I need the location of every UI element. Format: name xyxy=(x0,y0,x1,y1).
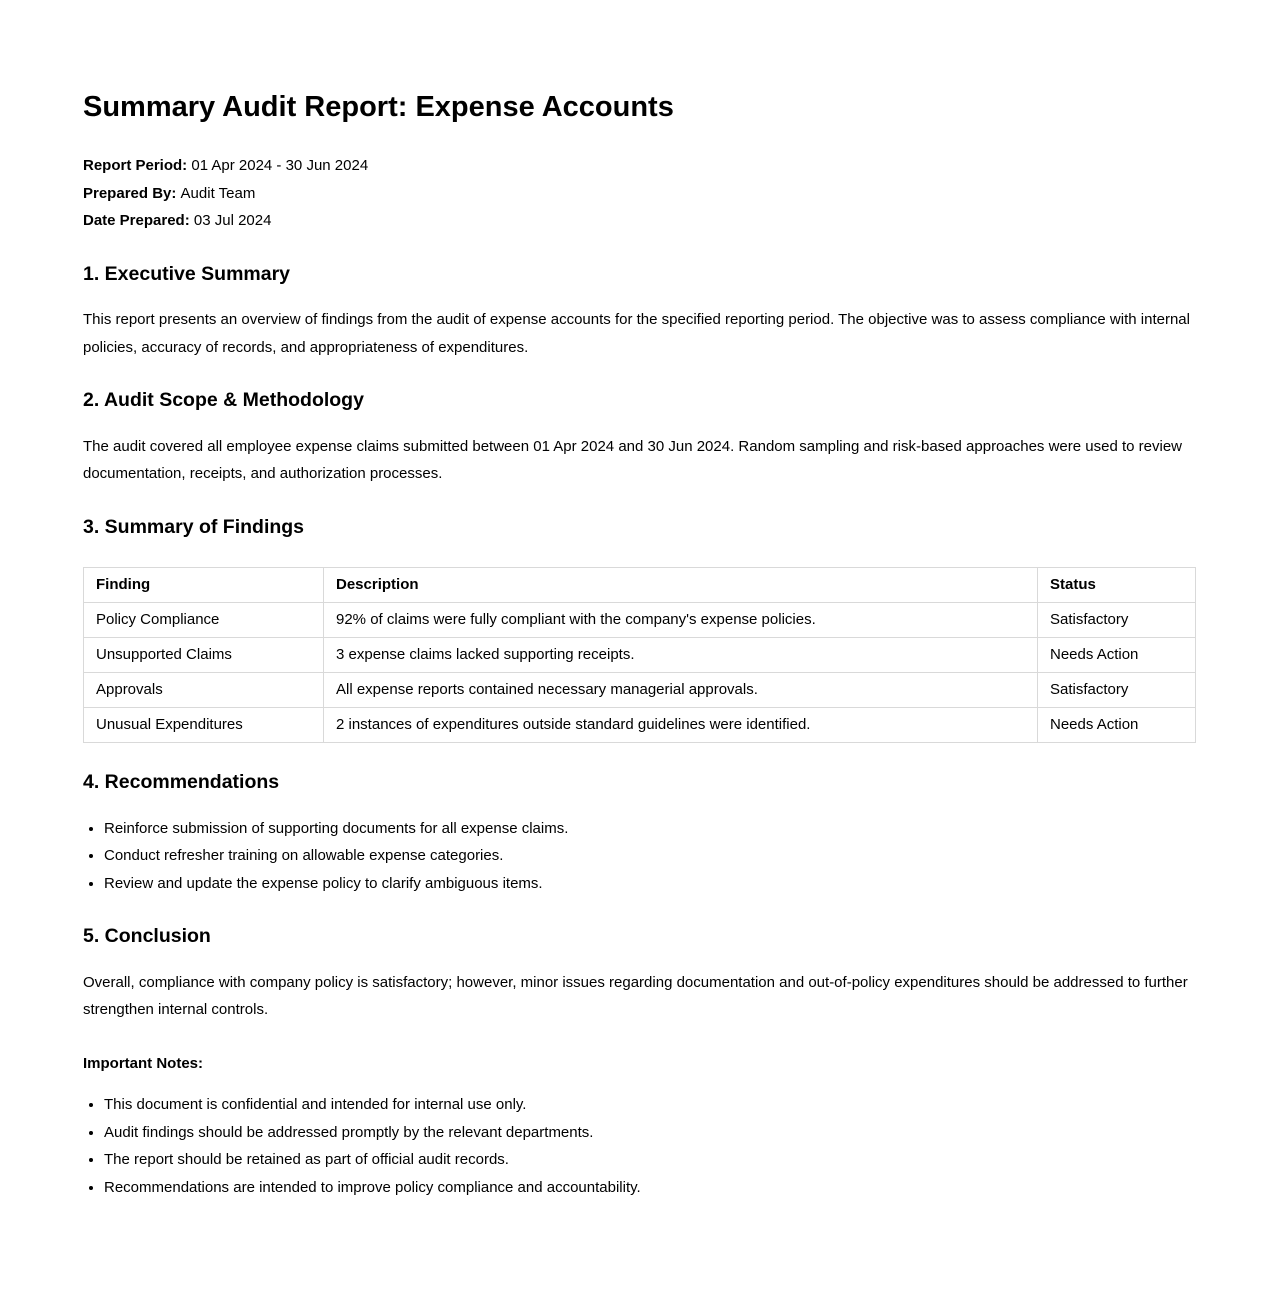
table-row xyxy=(84,673,1196,708)
status-cell: Satisfactory xyxy=(1038,673,1196,708)
conclusion-heading: 5. Conclusion xyxy=(83,925,211,947)
table-row xyxy=(84,708,1196,743)
column-header-description: Description xyxy=(324,568,1038,603)
section-audit-scope xyxy=(83,389,1195,488)
section-conclusion xyxy=(83,925,1195,1024)
finding-cell: Approvals xyxy=(84,673,324,708)
list-item: • Review and update the expense policy to clarify ambiguous items. xyxy=(104,870,1195,898)
report-title: Summary Audit Report: Expense Accounts xyxy=(83,91,674,123)
status-cell: Needs Action xyxy=(1038,638,1196,673)
section-important-notes xyxy=(83,1050,1195,1202)
date-prepared-line xyxy=(83,207,1195,235)
description-cell: 3 expense claims lacked supporting receipts. xyxy=(324,638,1038,673)
prepared-by-label: Prepared By: xyxy=(83,184,177,202)
table-row xyxy=(84,638,1196,673)
prepared-by-line xyxy=(83,180,1195,208)
column-header-status: Status xyxy=(1038,568,1196,603)
list-item: • Reinforce submission of supporting documents for all expense claims. xyxy=(104,815,1195,843)
date-prepared-value: 03 Jul 2024 xyxy=(193,212,272,229)
report-period-line xyxy=(83,152,1195,180)
table-row xyxy=(84,603,1196,638)
audit-scope-text: The audit covered all employee expense claims submitted between 01 Apr 2024 and 30 Jun 2024. Random sampling and risk-based approaches were used to review documentation, receipts, and authorization processes. xyxy=(83,437,1182,482)
report-period-value: 01 Apr 2024 - 30 Jun 2024 xyxy=(191,157,369,174)
description-cell: 92% of claims were fully compliant with the company's expense policies. xyxy=(324,603,1038,638)
executive-summary-heading: 1. Executive Summary xyxy=(83,262,291,285)
audit-scope-heading: 2. Audit Scope & Methodology xyxy=(83,389,364,411)
executive-summary-text: This report presents an overview of findings from the audit of expense accounts for the specified reporting period. The objective was to assess compliance with internal policies, accuracy of records, and appropriateness of expenditures. xyxy=(83,311,1190,356)
list-item: • Conduct refresher training on allowable expense categories. xyxy=(104,842,1195,870)
finding-cell: Policy Compliance xyxy=(84,603,324,638)
section-executive-summary xyxy=(83,263,1195,362)
findings-table xyxy=(83,567,1196,743)
recommendations-heading: 4. Recommendations xyxy=(83,771,280,793)
status-cell: Needs Action xyxy=(1038,708,1196,743)
important-notes-heading: Important Notes: xyxy=(83,1054,203,1072)
description-cell: 2 instances of expenditures outside standard guidelines were identified. xyxy=(324,708,1038,743)
date-prepared-label: Date Prepared: xyxy=(83,212,190,229)
recommendations-list xyxy=(83,815,1195,898)
finding-cell: Unusual Expenditures xyxy=(84,708,324,743)
list-item: • The report should be retained as part of official audit records. xyxy=(104,1146,1195,1174)
section-recommendations xyxy=(83,771,1195,897)
finding-cell: Unsupported Claims xyxy=(84,638,324,673)
status-cell: Satisfactory xyxy=(1038,603,1196,638)
important-notes-list xyxy=(83,1091,1195,1201)
description-cell: All expense reports contained necessary managerial approvals. xyxy=(324,673,1038,708)
report-period-label: Report Period: xyxy=(83,157,188,174)
report-meta xyxy=(83,152,1195,235)
list-item: • Recommendations are intended to improve policy compliance and accountability. xyxy=(104,1174,1195,1202)
conclusion-text: Overall, compliance with company policy is satisfactory; however, minor issues regarding documentation and out-of-policy expenditures should be addressed to further strengthen internal controls. xyxy=(83,973,1188,1018)
prepared-by-value: Audit Team xyxy=(180,184,256,202)
column-header-finding: Finding xyxy=(84,568,324,603)
list-item: • This document is confidential and intended for internal use only. xyxy=(104,1091,1195,1119)
list-item: • Audit findings should be addressed promptly by the relevant departments. xyxy=(104,1119,1195,1147)
table-header-row xyxy=(84,568,1196,603)
findings-heading: 3. Summary of Findings xyxy=(83,515,305,538)
section-summary-of-findings xyxy=(83,516,1195,744)
